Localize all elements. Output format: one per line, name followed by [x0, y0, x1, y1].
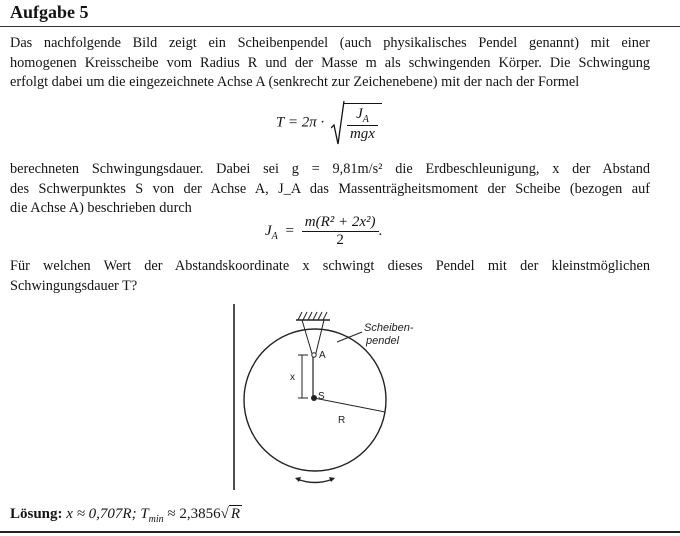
ceiling-hatch-icon [296, 312, 330, 320]
label-x: x [290, 372, 295, 383]
label-axis-a: A [319, 350, 326, 361]
label-pendulum-line-1: Scheiben- [364, 322, 414, 334]
inertia-denominator: 2 [336, 232, 344, 248]
period-numerator-sub: A [362, 114, 369, 125]
question-line-1: Für welchen Wert der Abstandskoordinate x schwingt dieses Pendel mit der kleinstmöglichen [10, 258, 650, 274]
middle-line-1: berechneten Schwingungsdauer. Dabei sei g = 9,81m/s² die Erdbeschleunigung, x der Abstand [10, 161, 650, 177]
swing-arrow-icon [297, 479, 333, 483]
axis-point-a [312, 353, 316, 357]
solution-text: x ≈ 0,707R; T [66, 506, 149, 522]
period-denominator: mgx [349, 126, 375, 142]
bottom-divider [0, 531, 680, 533]
inertia-period: . [378, 222, 383, 239]
label-radius: R [338, 415, 346, 426]
inertia-lhs-sub: A [271, 230, 278, 242]
inertia-equals: = [285, 222, 294, 239]
middle-line-3: die Achse A) beschrieben durch [10, 200, 192, 216]
solution-sqrt-arg: R [230, 506, 241, 522]
period-numerator: J [356, 106, 363, 122]
label-center-s: S [318, 391, 325, 402]
solution-line [10, 506, 242, 525]
suspension-line-left [302, 320, 313, 357]
solution-text-2: ≈ 2,3856 [163, 506, 221, 522]
solution-label: Lösung: [10, 506, 63, 522]
question-line-2: Schwingungsdauer T? [10, 277, 138, 294]
inertia-numerator: m(R² + 2x²) [302, 214, 379, 232]
intro-line-1: Das nachfolgende Bild zeigt ein Scheibenpendel (auch physikalisches Pendel genannt) mit einer [10, 35, 650, 51]
middle-line-2: des Schwerpunktes S von der Achse A, J_A das Massenträgheitsmoment der Scheibe (bezogen auf [10, 180, 650, 197]
label-pendulum-line-2: pendel [366, 335, 400, 347]
period-formula-lhs: T = 2π · [276, 114, 325, 131]
sqrt-icon: √ [220, 506, 229, 522]
solution-sub: min [148, 514, 164, 525]
intro-line-2: homogenen Kreisscheibe vom Radius R und der Masse m als schwingenden Körper. Die Schwingung [10, 54, 650, 71]
task-heading: Aufgabe 5 [10, 2, 89, 22]
inertia-lhs: J [265, 222, 272, 239]
intro-line-3: erfolgt dabei um die eingezeichnete Achse A (senkrecht zur Zeichenebene) mit der nach der Formel [10, 74, 580, 90]
